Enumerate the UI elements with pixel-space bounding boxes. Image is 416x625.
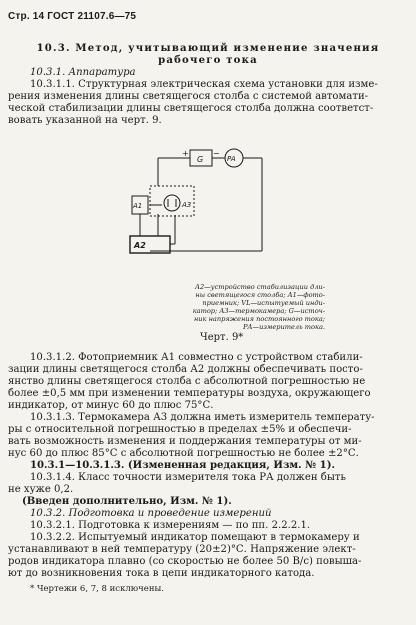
paragraph-line: индикатор, от минус 60 до плюс 75°С. (8, 400, 214, 411)
figure-caption-line: катор; А3—термокамера; G—источ- (192, 307, 325, 315)
paragraph-line: устанавливают в ней температуру (20±2)°С. Напряжение элект- (8, 544, 356, 555)
figure-caption-line: А2—устройство стабилизации дли- (194, 283, 325, 291)
subsection-heading: 10.3.1. Аппаратура (30, 67, 136, 78)
amendment-note: 10.3.1—10.3.1.3. (Измененная редакция, Изм. № 1). (30, 460, 335, 471)
paragraph-line: 10.3.1.4. Класс точности измерителя тока РА должен быть (30, 472, 346, 483)
figure-caption-line: ник напряжения постоянного тока; (193, 315, 325, 323)
label-a3: A3 (182, 201, 192, 209)
indicator-vl (164, 195, 180, 211)
paragraph-line: родов индикатора плавно (со скоростью не более 50 В/с) повыша- (8, 556, 362, 567)
paragraph-line: более ±0,5 мм при изменении температуры воздуха, окружающего (8, 388, 371, 399)
paragraph-line: янство длины светящегося столба с абсолютной погрешностью не (8, 376, 366, 387)
amendment-note: (Введен дополнительно, Изм. № 1). (22, 496, 232, 507)
paragraph-line: 10.3.2.2. Испытуемый индикатор помещают в термокамеру и (30, 532, 360, 543)
paragraph-line: рения изменения длины светящегося столба с системой автомати- (8, 91, 369, 102)
label-g: G (197, 155, 204, 164)
paragraph-line: 10.3.1.2. Фотоприемник А1 совместно с устройством стабили- (30, 352, 363, 363)
paragraph-line: ют до возникновения тока в цепи индикаторного катода. (8, 568, 315, 579)
paragraph-line: 10.3.1.3. Термокамера А3 должна иметь измеритель температу- (30, 412, 375, 423)
figure-caption-line: РА—измеритель тока. (243, 323, 325, 331)
paragraph-line: не хуже 0,2. (8, 484, 74, 495)
figure-caption-line: ны светящегося столба; А1—фото- (195, 291, 325, 299)
section-heading: 10.3. Метод, учитывающий изменение значения (36, 43, 380, 54)
figure-label: Черт. 9* (200, 332, 244, 343)
label-a1: A1 (133, 202, 143, 210)
paragraph-line: вовать указанной на черт. 9. (8, 115, 162, 126)
paragraph-line: нус 60 до плюс 85°С с абсолютной погрешностью не более ±2°С. (8, 448, 359, 459)
paragraph-line: зации длины светящегося столба А2 должны обеспечивать посто- (8, 364, 363, 375)
paragraph-line: 10.3.1.1. Структурная электрическая схема установки для изме- (30, 79, 378, 90)
label-a2: A2 (134, 241, 146, 250)
paragraph-line: 10.3.2.1. Подготовка к измерениям — по пп. 2.2.2.1. (30, 520, 311, 531)
figure-caption-line: приемник; VL—испытуемый инди- (202, 299, 325, 307)
subsection-heading: 10.3.2. Подготовка и проведение измерений (30, 508, 272, 519)
minus-sign: − (213, 149, 220, 158)
paragraph-line: ческой стабилизации длины светящегося столба должна соответст- (8, 103, 374, 114)
label-pa: PA (227, 155, 236, 163)
footnote: * Чертежи 6, 7, 8 исключены. (30, 584, 164, 594)
page-header: Стр. 14 ГОСТ 21107.6—75 (8, 11, 137, 22)
paragraph-line: ры с относительной погрешностью в пределах ±5% и обеспечи- (8, 424, 352, 435)
section-heading-cont: рабочего тока (158, 55, 258, 66)
paragraph-line: вать возможность изменения и поддержания температуры от ми- (8, 436, 362, 447)
plus-sign: + (182, 149, 189, 158)
